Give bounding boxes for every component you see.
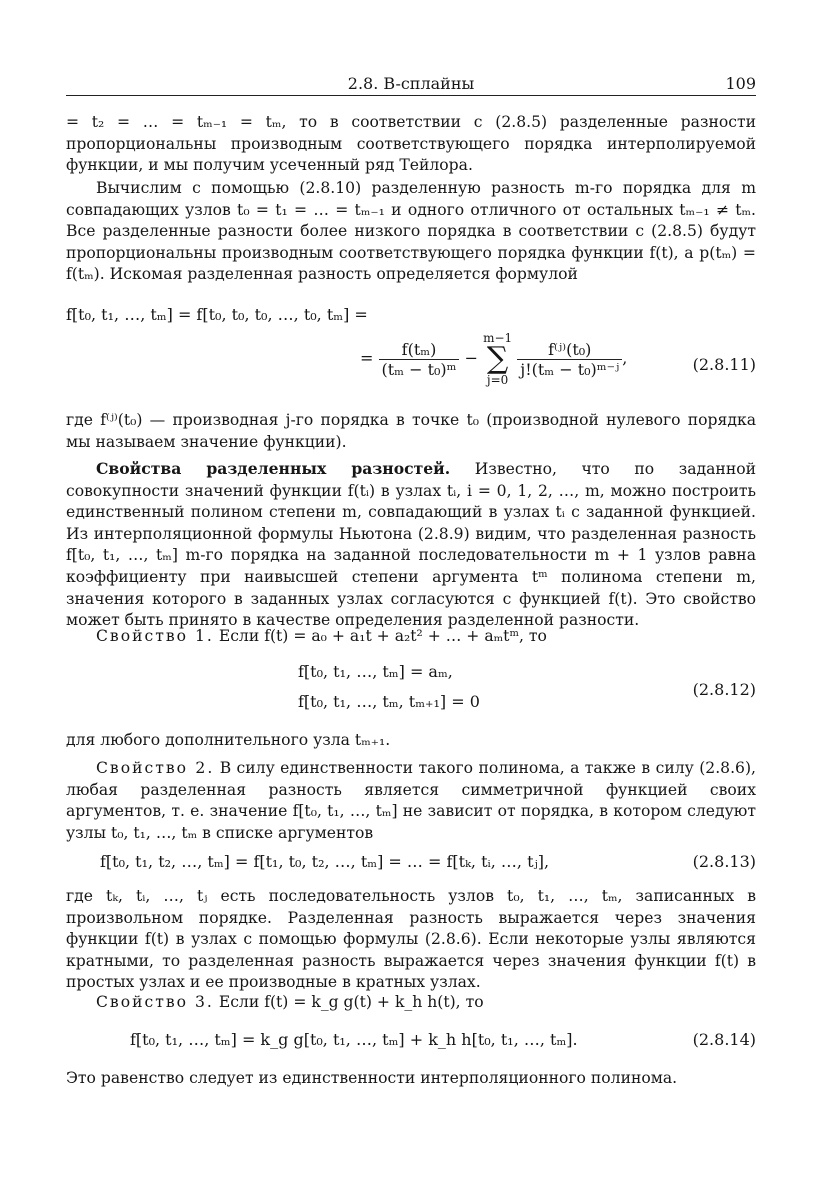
page-number: 109 [725, 74, 756, 93]
property-1-label: Свойство 1. [96, 627, 214, 645]
property-2-text: В силу единственности такого полинома, а также в силу (2.8.6), любая разделенная разность является симметричной функцией своих аргументов, т. е. значение f[t₀, t₁, …, tₘ] не зависит от порядка, в котором следуют узлы t₀, t₁, …, tₘ в списке аргументов [66, 759, 756, 842]
property-2-label: Свойство 2. [96, 759, 215, 777]
paragraph-additional-node: для любого дополнительного узла tₘ₊₁. [66, 731, 391, 749]
paragraph-properties [66, 458, 756, 632]
paragraph-derivative-note: где f⁽ʲ⁾(t₀) — производная j-го порядка в точке t₀ (производной нулевого порядка мы называем значение функции). [66, 411, 756, 451]
section-heading: Свойства разделенных разностей. [96, 459, 451, 478]
sum-lower-limit: j=0 [486, 373, 509, 387]
summation [483, 332, 512, 386]
paragraph-taylor: = t₂ = … = tₘ₋₁ = tₘ, то в соответствии с (2.8.5) разделенные разности пропорциональны производным соответствующего порядка интерполируемой функции, и мы получим усеченный ряд Тейлора. [66, 113, 756, 175]
header-rule [66, 95, 756, 96]
equation-number-2-8-11: (2.8.11) [692, 355, 756, 374]
page-header [66, 72, 756, 98]
sum-upper-limit: m−1 [483, 331, 513, 345]
eq-minus: − [464, 348, 478, 368]
properties-body: Известно, что по заданной совокупности значений функции f(tᵢ) в узлах tᵢ, i = 0, 1, 2, …, m, можно построить единственный полином степени m, совпадающий в узлах tᵢ с заданной функцией. Из интерполяционной формулы Ньютона (2.8.9) видим, что разделенная разность f[t₀, t₁, …, tₘ] m-го порядка на заданной последовательности m + 1 узлов равна коэффициенту при наивысшей степени аргумента tᵐ полинома степени m, значения которого в заданных узлах согласуются с функцией f(t). Это свойство может быть принято в качестве определения разделенной разности. [66, 460, 756, 630]
equation-number-2-8-13: (2.8.13) [692, 852, 756, 871]
equation-2-8-14: f[t₀, t₁, …, tₘ] = k_g g[t₀, t₁, …, tₘ] + k_h h[t₀, t₁, …, tₘ]. [130, 1030, 578, 1049]
equation-number-2-8-12: (2.8.12) [692, 680, 756, 699]
equation-2-8-12-line1: f[t₀, t₁, …, tₘ] = aₘ, [298, 662, 453, 681]
equation-2-8-11-rhs [360, 332, 627, 386]
equation-2-8-13: f[t₀, t₁, t₂, …, tₘ] = f[t₁, t₀, t₂, …, tₘ] = … = f[tₖ, tᵢ, …, tⱼ], [100, 852, 550, 871]
property-3 [66, 992, 756, 1014]
sum-sign: ∑ [486, 341, 509, 376]
property-2 [66, 758, 756, 844]
property-3-text: Если f(t) = k_g g(t) + k_h h(t), то [213, 993, 484, 1011]
property-1-text: Если f(t) = a₀ + a₁t + a₂t² + … + aₘtᵐ, то [213, 627, 547, 645]
property-3-label: Свойство 3. [96, 993, 214, 1011]
paragraph-arbitrary-order: где tₖ, tᵢ, …, tⱼ есть последовательность узлов t₀, t₁, …, tₘ, записанных в произвольном порядке. Разделенная разность выражается через значения функции f(t) в узлах с помощью формулы (2.8.6). Если некоторые узлы являются кратными, то разделенная разность выражается через значения функции f(t) в простых узлах и ее производные в кратных узлах. [66, 887, 756, 992]
paragraph-divided-difference: Вычислим с помощью (2.8.10) разделенную разность m-го порядка для m совпадающих узлов t₀ = t₁ = … = tₘ₋₁ и одного отличного от остальных tₘ₋₁ ≠ tₘ. Все разделенные разности более низкого порядка в соответствии с (2.8.5) будут пропорциональны производным соответствующего порядка функции f(t), а p(tₘ) = f(tₘ). Искомая разделенная разность определяется формулой [66, 179, 756, 284]
fraction-2-denominator: j!(tₘ − t₀)ᵐ⁻ʲ [517, 359, 622, 379]
fraction-1 [379, 340, 460, 379]
equation-number-2-8-14: (2.8.14) [692, 1030, 756, 1049]
fraction-2-numerator: f⁽ʲ⁾(t₀) [548, 339, 592, 359]
eq-equals: = [360, 348, 374, 368]
fraction-2 [517, 340, 622, 379]
eq-comma: , [622, 348, 628, 368]
paragraph-final: Это равенство следует из единственности интерполяционного полинома. [66, 1069, 678, 1087]
equation-2-8-11-line1: f[t₀, t₁, …, tₘ] = f[t₀, t₀, t₀, …, t₀, tₘ] = [66, 305, 368, 324]
fraction-1-denominator: (tₘ − t₀)ᵐ [379, 359, 460, 379]
fraction-1-numerator: f(tₘ) [401, 339, 437, 359]
property-1 [66, 626, 756, 648]
running-title: 2.8. B-сплайны [347, 74, 475, 93]
equation-2-8-12-line2: f[t₀, t₁, …, tₘ, tₘ₊₁] = 0 [298, 692, 480, 711]
